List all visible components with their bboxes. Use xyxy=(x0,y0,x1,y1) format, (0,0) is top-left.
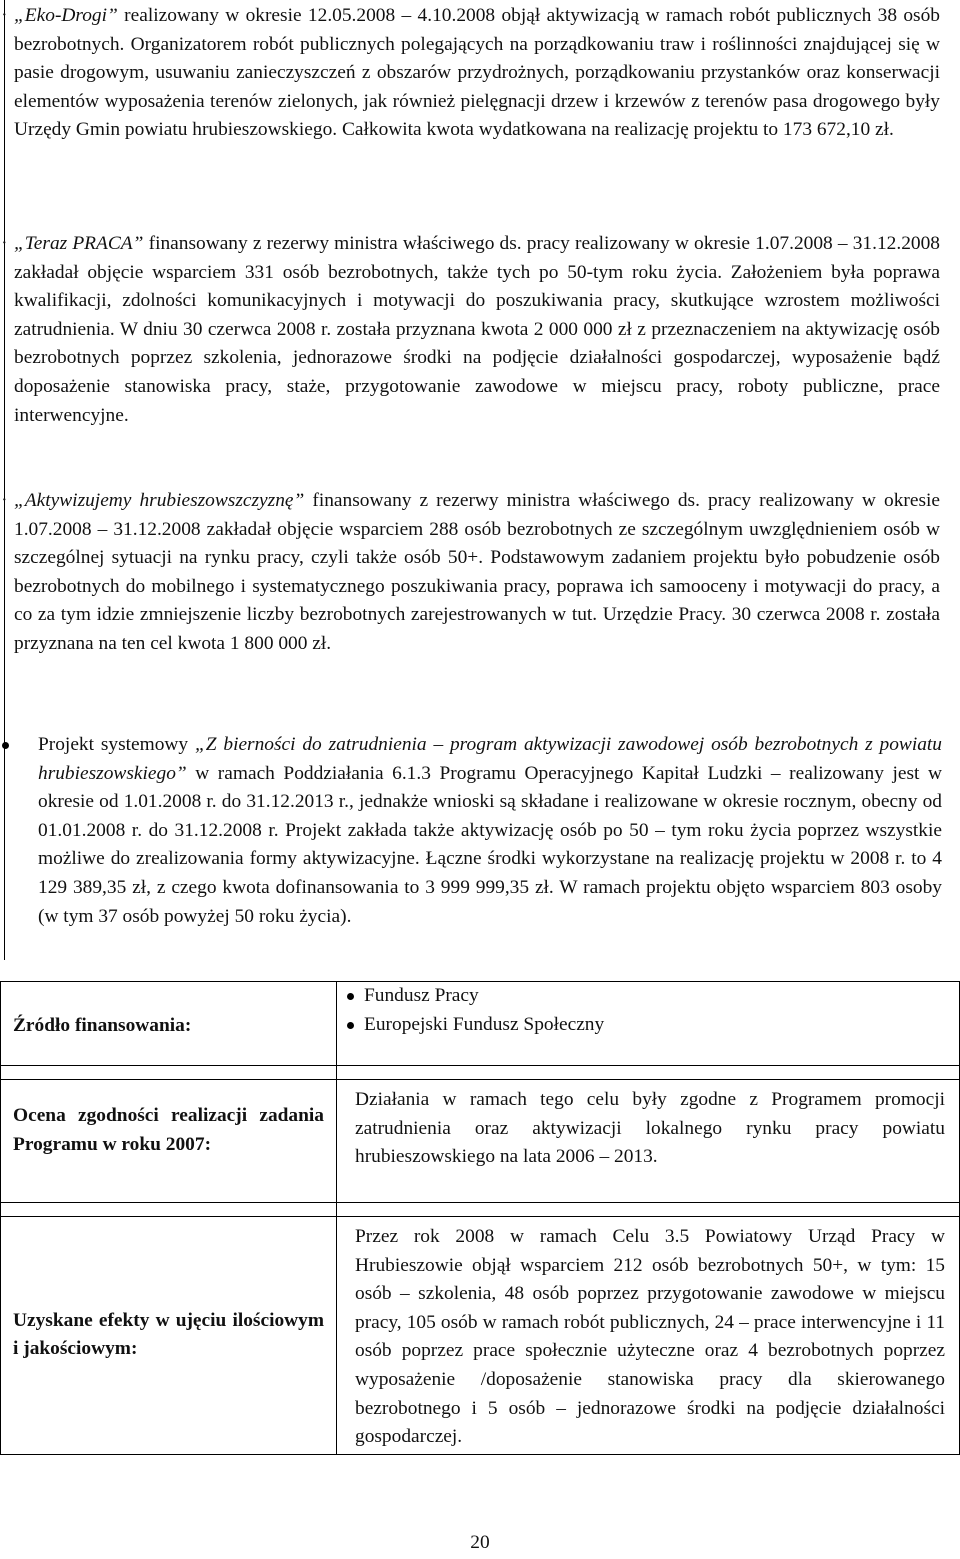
item-text: finansowany z rezerwy ministra właściwego ds. pracy realizowany w okresie 1.07.2008 – 31.12.2008 zakładał objęcie wsparciem 288 osób bezrobotnych ze szczególnym uwzględnieniem osób w szczególnej sytuacji na rynku pracy, czyli także osób 50+. Podstawowym zadaniem projektu było pobudzenie osób bezrobotnych do mobilnego i systematycznego poszukiwania pracy, poprawa ich samooceny i motywacji do pracy, a co za tym idzie zmniejszenie liczby bezrobotnych zarejestrowanych w tut. Urzędzie Pracy. 30 czerwca 2008 r. została przyznana na ten cel kwota 1 800 000 zł. xyxy=(14,490,940,654)
left-border-line xyxy=(4,0,5,960)
project-title: Z bierności do zatrudnienia – program aktywizacji zawodowej osób bezrobotnych z powiatu hrubieszowskiego xyxy=(38,734,942,784)
item-title: Teraz PRACA xyxy=(24,233,133,254)
square-bullet-icon: · xyxy=(2,236,7,251)
project-paragraph: Projekt systemowy „Z bierności do zatrudnienia – program aktywizacji zawodowej osób bezrobotnych z powiatu hrubieszowskiego” w ramach Poddziałania 6.1.3 Programu Operacyjnego Kapitał Ludzki – realizowany jest w okresie od 1.01.2008 r. do 31.12.2013 r., jednakże wnioski są składane i realizowane w okresie rocznym, obecny od 01.01.2008 r. do 31.12.2008 r. Projekt zakłada także aktywizację osób po 50 – tym roku życia poprzez wszystkie możliwe do zrealizowania formy aktywizacyjne. Łączne środki wykorzystane na realizację projektu w 2008 r. to 4 129 389,35 zł, z czego kwota dofinansowania to 3 999 999,35 zł. W ramach projektu objęto wsparciem 803 osoby (w tym 37 osób powyżej 50 roku życia). xyxy=(38,731,942,931)
list-item-eko-drogi: · „Eko-Drogi” realizowany w okresie 12.05.2008 – 4.10.2008 objął aktywizacją w ramach robót publicznych 38 osób bezrobotnych. Organizatorem robót publicznych polegających na porządkowaniu traw i roślinności znajdującej się w pasie drogowym, usuwaniu zanieczyszczeń z obszarów przydrożnych, porządkowaniu przystanków oraz konserwacji elementów wyposażenia terenów zielonych, jak również pielęgnacji drzew i krzewów z terenów pasa drogowego były Urzędy Gmin powiatu hrubieszowskiego. Całkowita kwota wydatkowana na realizację projektu to 173 672,10 zł. xyxy=(14,2,940,145)
effects-text: Przez rok 2008 w ramach Celu 3.5 Powiatowy Urząd Pracy w Hrubieszowie objął wsparciem 212 osób bezrobotnych 50+, w tym: 15 osób – szkolenia, 48 osób poprzez przygotowanie zawodowe w miejscu pracy, 105 osób w ramach robót publicznych, 24 – prace interwencyjne i 11 osób poprzez prace społecznie użyteczne oraz 4 bezrobotnych poprzez wyposażenie /doposażenie stanowiska pracy dla skierowanego bezrobotnego i 5 osób – jednorazowe środki na podjęcie działalności gospodarczej. xyxy=(337,1217,960,1455)
assessment-text: Działania w ramach tego celu były zgodne z Programem promocji zatrudnienia oraz aktywizacji lokalnego rynku pracy powiatu hrubieszowskiego na lata 2006 – 2013. xyxy=(337,1080,960,1203)
list-item-teraz-praca: · „Teraz PRACA” finansowany z rezerwy ministra właściwego ds. pracy realizowany w okresie 1.07.2008 – 31.12.2008 zakładał objęcie wsparciem 331 osób bezrobotnych, także tych po 50-tym roku życia. Założeniem była poprawa kwalifikacji, zdolności komunikacyjnych i motywacji do poszukiwania pracy, skutkujące wzrostem możliwości zatrudnienia. W dniu 30 czerwca 2008 r. została przyznana kwota 2 000 000 zł z przeznaczeniem na aktywizację osób bezrobotnych poprzez szkolenia, jednorazowe środki na podjęcie działalności gospodarczej, wyposażenie bądź doposażenie stanowiska pracy, staże, przygotowanie zawodowe w miejscu pracy, roboty publiczne, prace interwencyjne. xyxy=(14,230,940,430)
round-bullet-icon xyxy=(2,742,9,749)
table-row-assessment xyxy=(1,1080,960,1203)
assessment-label: Ocena zgodności realizacji zadania Programu w roku 2007: xyxy=(1,1080,337,1203)
square-bullet-icon: · xyxy=(2,493,7,508)
summary-table xyxy=(0,981,960,1455)
project-text: w ramach Poddziałania 6.1.3 Programu Operacyjnego Kapitał Ludzki – realizowany jest w okresie od 1.01.2008 r. do 31.12.2013 r., jednakże wnioski są składane i realizowane w okresie rocznym, obecny od 01.01.2008 r. do 31.12.2008 r. Projekt zakłada także aktywizację osób po 50 – tym roku życia poprzez wszystkie możliwe do zrealizowania formy aktywizacyjne. Łączne środki wykorzystane na realizację projektu w 2008 r. to 4 129 389,35 zł, z czego kwota dofinansowania to 3 999 999,35 zł. W ramach projektu objęto wsparciem 803 osoby (w tym 37 osób powyżej 50 roku życia). xyxy=(38,762,942,927)
source-values xyxy=(337,982,960,1066)
item-text: realizowany w okresie 12.05.2008 – 4.10.2008 objął aktywizacją w ramach robót publicznych 38 osób bezrobotnych. Organizatorem robót publicznych polegających na porządkowaniu traw i roślinności znajdującej się w pasie drogowym, usuwaniu zanieczyszczeń z obszarów przydrożnych, porządkowaniu przystanków oraz konserwacji elementów wyposażenia terenów zielonych, jak również pielęgnacji drzew i krzewów z terenów pasa drogowego były Urzędy Gmin powiatu hrubieszowskiego. Całkowita kwota wydatkowana na realizację projektu to 173 672,10 zł. xyxy=(14,5,940,141)
funding-list xyxy=(347,982,945,1039)
item-title: Eko-Drogi xyxy=(24,5,108,26)
funding-item: Europejski Fundusz Społeczny xyxy=(347,1011,945,1040)
item-title: Aktywizujemy hrubieszowszczyznę xyxy=(24,490,294,511)
project-lead: Projekt systemowy xyxy=(38,734,189,755)
source-label: Źródło finansowania: xyxy=(1,982,337,1066)
table-row-effects xyxy=(1,1217,960,1455)
item-text: finansowany z rezerwy ministra właściwego ds. pracy realizowany w okresie 1.07.2008 – 31.12.2008 zakładał objęcie wsparciem 331 osób bezrobotnych, także tych po 50-tym roku życia. Założeniem była poprawa kwalifikacji, zdolności komunikacyjnych i motywacji do poszukiwania pracy, skutkujące wzrostem możliwości zatrudnienia. W dniu 30 czerwca 2008 r. została przyznana kwota 2 000 000 zł z przeznaczeniem na aktywizację osób bezrobotnych poprzez szkolenia, jednorazowe środki na podjęcie działalności gospodarczej, wyposażenie bądź doposażenie stanowiska pracy, staże, przygotowanie zawodowe w miejscu pracy, roboty publiczne, prace interwencyjne. xyxy=(14,233,940,426)
page-number: 20 xyxy=(470,1532,490,1553)
funding-item: Fundusz Pracy xyxy=(347,982,945,1011)
square-bullet-icon: · xyxy=(2,8,7,23)
list-item-aktywizujemy: · „Aktywizujemy hrubieszowszczyznę” finansowany z rezerwy ministra właściwego ds. pracy realizowany w okresie 1.07.2008 – 31.12.2008 zakładał objęcie wsparciem 288 osób bezrobotnych ze szczególnym uwzględnieniem osób w szczególnej sytuacji na rynku pracy, czyli także osób 50+. Podstawowym zadaniem projektu było pobudzenie osób bezrobotnych do mobilnego i systematycznego poszukiwania pracy, poprawa ich samooceny i motywacji do pracy, a co za tym idzie zmniejszenie liczby bezrobotnych zarejestrowanych w tut. Urzędzie Pracy. 30 czerwca 2008 r. została przyznana na ten cel kwota 1 800 000 zł. xyxy=(14,487,940,659)
table-row-source xyxy=(1,982,960,1066)
effects-label: Uzyskane efekty w ujęciu ilościowym i jakościowym: xyxy=(1,1217,337,1455)
